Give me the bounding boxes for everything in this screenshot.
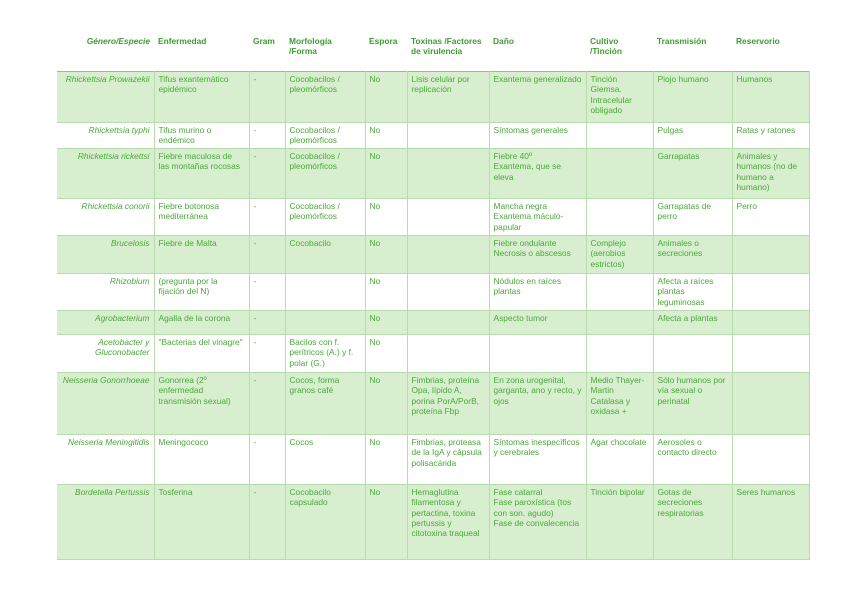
cell-dano: Fiebre 40º Exantema, que se eleva xyxy=(489,148,586,198)
cell-dano: Síntomas inespecíficos y cerebrales xyxy=(489,434,586,484)
cell-reservorio: Perro xyxy=(732,198,809,235)
table-row xyxy=(57,334,809,372)
cell-genero: Bordetella Pertussis xyxy=(57,484,154,559)
cell-morfologia: Cocos xyxy=(285,434,365,484)
cell-espora: No xyxy=(365,310,407,334)
cell-genero: Rhickettsia rickettsi xyxy=(57,148,154,198)
cell-morfologia: Cocobacilos / pleomórficos xyxy=(285,148,365,198)
cell-cultivo: Agar chocolate xyxy=(586,434,653,484)
table-row xyxy=(57,123,809,149)
header-enfermedad: Enfermedad xyxy=(158,36,207,46)
cell-espora: No xyxy=(365,484,407,559)
cell-gram: - xyxy=(249,235,285,273)
cell-gram: - xyxy=(249,148,285,198)
cell-gram: - xyxy=(249,434,285,484)
cell-genero: Neisseria Gonorrhoeae xyxy=(57,372,154,434)
cell-dano: Fase catarral Fase paroxística (tos con son. agudo) Fase de convalecencia xyxy=(489,484,586,559)
cell-genero: Rhickettsia typhi xyxy=(57,123,154,149)
cell-reservorio: Humanos xyxy=(732,72,809,123)
bacteria-table xyxy=(57,34,810,560)
cell-enfermedad: Fiebre de Malta xyxy=(154,235,249,273)
cell-reservorio xyxy=(732,310,809,334)
table-row xyxy=(57,484,809,559)
cell-transmision: Garrapatas xyxy=(653,148,732,198)
cell-reservorio xyxy=(732,434,809,484)
header-espora: Espora xyxy=(369,36,398,46)
cell-enfermedad: Tosferina xyxy=(154,484,249,559)
cell-enfermedad: Tifus exantemático epidémico xyxy=(154,72,249,123)
cell-genero: Rhizobium xyxy=(57,273,154,310)
cell-toxinas xyxy=(407,123,489,149)
cell-reservorio: Seres humanos xyxy=(732,484,809,559)
table-row xyxy=(57,310,809,334)
cell-enfermedad: Gonorrea (2º enfermedad transmisión sexual) xyxy=(154,372,249,434)
table-row xyxy=(57,198,809,235)
cell-dano: Fiebre ondulante Necrosis o abscesos xyxy=(489,235,586,273)
cell-cultivo: Tinción Giemsa. Intracelular obligado xyxy=(586,72,653,123)
cell-reservorio xyxy=(732,334,809,372)
cell-morfologia: Bacilos con f. perítricos (A.) y f. polar (G.) xyxy=(285,334,365,372)
cell-dano: Nódulos en raíces plantas xyxy=(489,273,586,310)
cell-toxinas xyxy=(407,148,489,198)
cell-espora: No xyxy=(365,198,407,235)
cell-transmision: Afecta a plantas xyxy=(653,310,732,334)
cell-gram: - xyxy=(249,198,285,235)
cell-morfologia: Cocobacilos / pleomórficos xyxy=(285,123,365,149)
cell-morfologia: Cocobacilo xyxy=(285,235,365,273)
cell-genero: Rhickettsia conorii xyxy=(57,198,154,235)
header-genero: Género/Especie xyxy=(86,36,150,46)
cell-cultivo: Medio Thayer-Martin Catalasa y oxidasa + xyxy=(586,372,653,434)
cell-cultivo xyxy=(586,148,653,198)
cell-morfologia xyxy=(285,310,365,334)
cell-toxinas xyxy=(407,310,489,334)
cell-gram: - xyxy=(249,310,285,334)
cell-gram: - xyxy=(249,484,285,559)
cell-cultivo xyxy=(586,123,653,149)
cell-espora: No xyxy=(365,148,407,198)
cell-enfermedad: Fiebre maculosa de las montañas rocosas xyxy=(154,148,249,198)
cell-gram: - xyxy=(249,334,285,372)
cell-espora: No xyxy=(365,72,407,123)
cell-transmision: Piojo humano xyxy=(653,72,732,123)
cell-genero: Neisseria Meningitidis xyxy=(57,434,154,484)
cell-enfermedad: Meningococo xyxy=(154,434,249,484)
cell-cultivo xyxy=(586,310,653,334)
table-row xyxy=(57,273,809,310)
cell-transmision: Aerosoles o contacto directo xyxy=(653,434,732,484)
cell-morfologia: Cocobacilos / pleomórficos xyxy=(285,72,365,123)
cell-transmision: Afecta a raíces plantas leguminosas xyxy=(653,273,732,310)
cell-espora: No xyxy=(365,273,407,310)
cell-cultivo: Complejo (aerobios estrictos) xyxy=(586,235,653,273)
header-toxinas: Toxinas /Factores de virulencia xyxy=(411,36,482,57)
cell-dano xyxy=(489,334,586,372)
cell-transmision: Animales o secreciones xyxy=(653,235,732,273)
cell-cultivo xyxy=(586,198,653,235)
cell-gram: - xyxy=(249,72,285,123)
table-row xyxy=(57,72,809,123)
cell-toxinas xyxy=(407,334,489,372)
cell-morfologia xyxy=(285,273,365,310)
cell-genero: Acetobacter y Gluconobacter xyxy=(57,334,154,372)
cell-dano: Mancha negra Exantema máculo-papular xyxy=(489,198,586,235)
cell-gram: - xyxy=(249,273,285,310)
cell-toxinas: Lisis celular por replicación xyxy=(407,72,489,123)
header-gram: Gram xyxy=(253,36,275,46)
cell-cultivo xyxy=(586,273,653,310)
header-transmision: Transmisión xyxy=(657,36,707,46)
cell-reservorio xyxy=(732,273,809,310)
header-cultivo: Cultivo /Tinción xyxy=(590,36,622,57)
cell-toxinas: Fimbrias, proteína Opa, lípido A, porina PorA/PorB, proteína Fbp xyxy=(407,372,489,434)
cell-dano: Exantema generalizado xyxy=(489,72,586,123)
cell-transmision: Garrapatas de perro xyxy=(653,198,732,235)
cell-enfermedad: Agalla de la corona xyxy=(154,310,249,334)
cell-dano: Síntomas generales xyxy=(489,123,586,149)
header-morfologia: Morfología /Forma xyxy=(289,36,332,57)
header-row xyxy=(57,34,809,72)
cell-reservorio xyxy=(732,235,809,273)
cell-enfermedad: Fiebre botonosa mediterránea xyxy=(154,198,249,235)
cell-enfermedad: Tifus murino o endémico xyxy=(154,123,249,149)
cell-toxinas xyxy=(407,198,489,235)
cell-espora: No xyxy=(365,372,407,434)
cell-transmision: Sólo humanos por vía sexual o perinatal xyxy=(653,372,732,434)
cell-genero: Brucelosis xyxy=(57,235,154,273)
header-reservorio: Reservorio xyxy=(736,36,780,46)
cell-reservorio: Ratas y ratones xyxy=(732,123,809,149)
cell-dano: En zona urogenital, garganta, ano y recto, y ojos xyxy=(489,372,586,434)
cell-gram: - xyxy=(249,123,285,149)
cell-transmision xyxy=(653,334,732,372)
table-row xyxy=(57,148,809,198)
cell-toxinas xyxy=(407,273,489,310)
cell-genero: Rhickettsia Prowazekii xyxy=(57,72,154,123)
cell-espora: No xyxy=(365,334,407,372)
cell-reservorio xyxy=(732,372,809,434)
table-row xyxy=(57,235,809,273)
table-row xyxy=(57,434,809,484)
cell-espora: No xyxy=(365,123,407,149)
cell-espora: No xyxy=(365,235,407,273)
cell-toxinas: Fimbrias, proteasa de la IgA y cápsula polisacárida xyxy=(407,434,489,484)
cell-cultivo xyxy=(586,334,653,372)
cell-cultivo: Tinción bipolar xyxy=(586,484,653,559)
cell-toxinas: Hemaglutina filamentosa y pertactina, toxina pertussis y citotoxina traqueal xyxy=(407,484,489,559)
cell-dano: Aspecto tumor xyxy=(489,310,586,334)
cell-enfermedad: (pregunta por la fijación del N) xyxy=(154,273,249,310)
cell-morfologia: Cocos, forma granos café xyxy=(285,372,365,434)
cell-reservorio: Animales y humanos (no de humano a humano) xyxy=(732,148,809,198)
cell-espora: No xyxy=(365,434,407,484)
cell-toxinas xyxy=(407,235,489,273)
cell-gram: - xyxy=(249,372,285,434)
cell-transmision: Pulgas xyxy=(653,123,732,149)
cell-morfologia: Cocobacilos / pleomórficos xyxy=(285,198,365,235)
cell-transmision: Gotas de secreciones respiratorias xyxy=(653,484,732,559)
table-row xyxy=(57,372,809,434)
cell-genero: Agrobacterium xyxy=(57,310,154,334)
header-dano: Daño xyxy=(493,36,514,46)
cell-enfermedad: "Bacterias del vinagre" xyxy=(154,334,249,372)
cell-morfologia: Cocobacilo capsulado xyxy=(285,484,365,559)
